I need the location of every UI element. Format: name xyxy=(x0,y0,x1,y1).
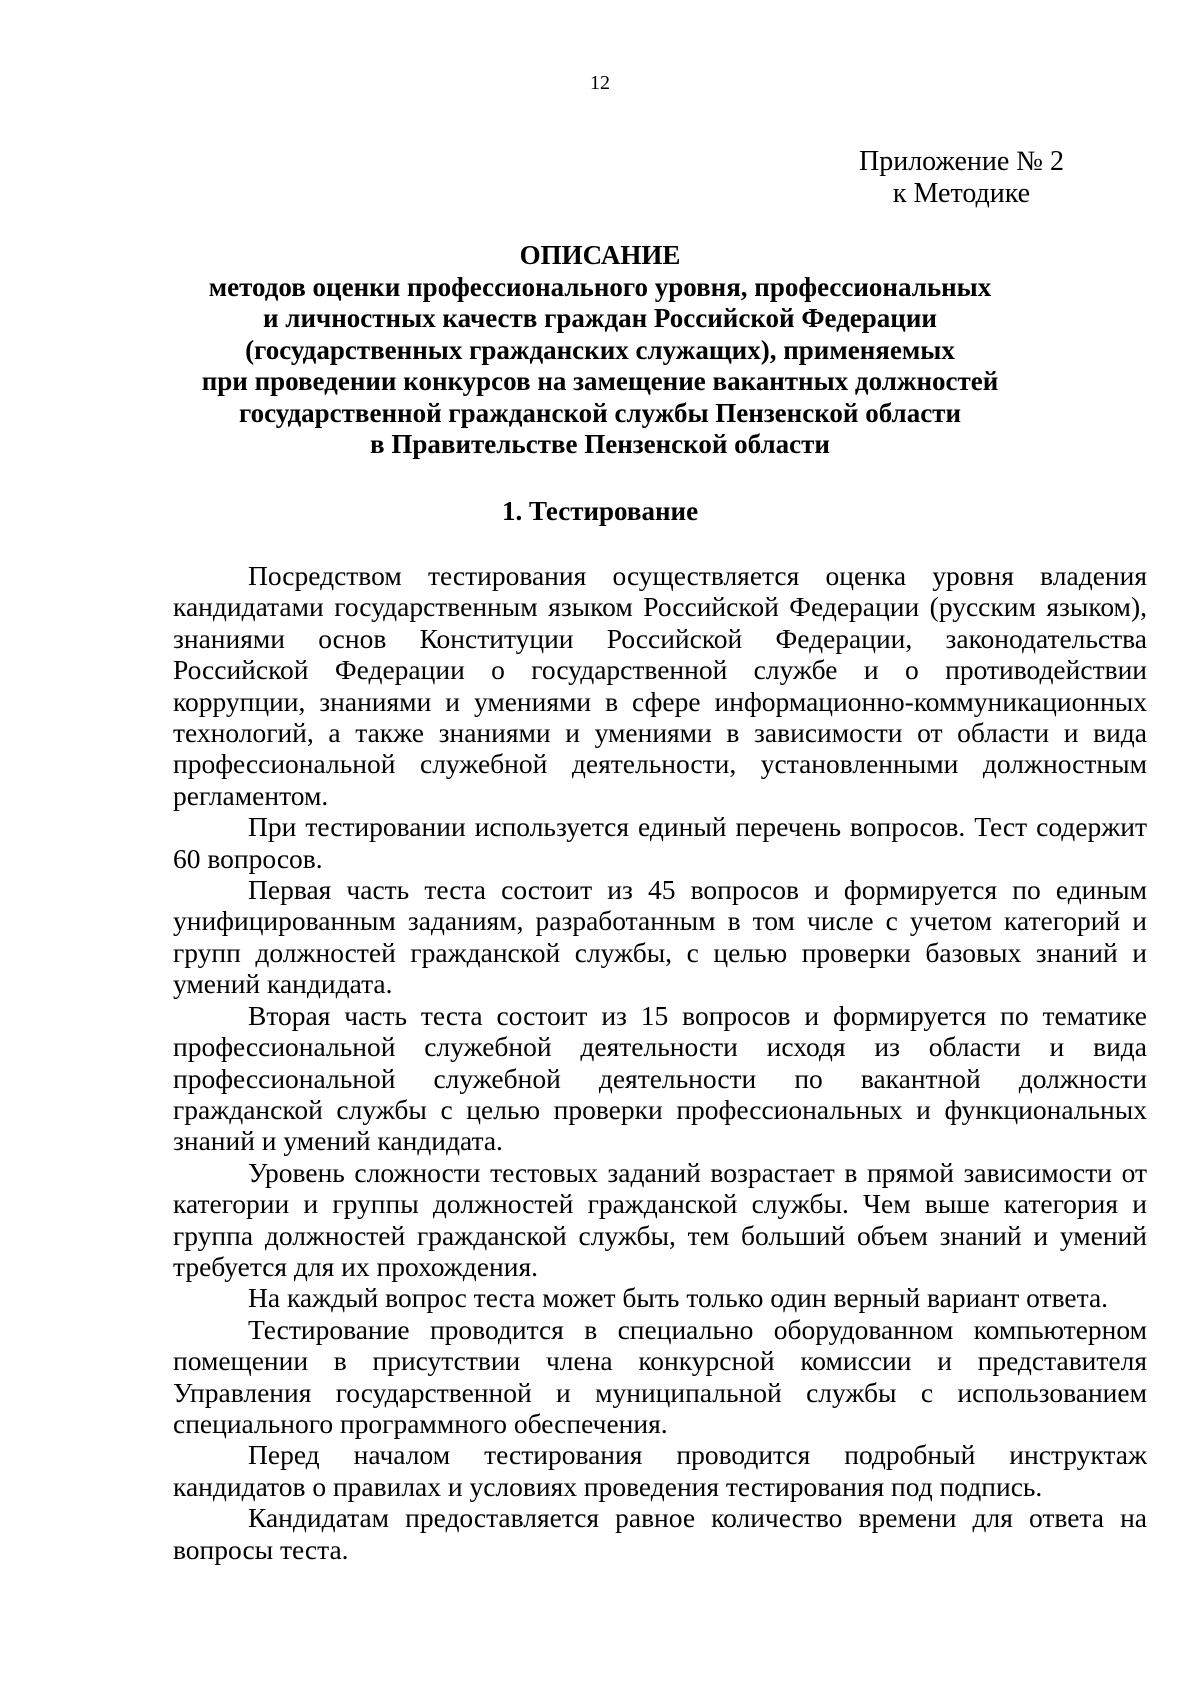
section-title: 1. Тестирование xyxy=(501,496,699,526)
paragraph: Тестирование проводится в специально оборудованном компьютерном помещении в присутствии члена конкурсной комиссии и представителя Управления государственной и муниципальной службы с использованием специального программного обеспечения. xyxy=(173,1313,1147,1439)
paragraph: При тестировании используется единый перечень вопросов. Тест содержит 60 вопросов. xyxy=(173,811,1147,874)
heading-line: при проведении конкурсов на замещение вакантных должностей xyxy=(201,366,999,396)
heading-line: государственной гражданской службы Пензенской области xyxy=(238,397,961,428)
paragraph: Посредством тестирования осуществляется оценка уровня владения кандидатами государственным языком Российской Федерации (русским языком), знаниями основ Конституции Российской Федерации, законодательства Российской Федерации о государственной службе и о противодействии коррупции, знаниями и умениями в сфере информационно-коммуникационных технологий, а также знаниями и умениями в зависимости от области и вида профессиональной служебной деятельности, установленными должностным регламентом. xyxy=(173,560,1147,811)
heading-line: и личностных качеств граждан Российской Федерации xyxy=(263,303,937,333)
document-heading xyxy=(140,240,1060,461)
appendix-reference xyxy=(859,146,1064,210)
appendix-number: Приложение № 2 xyxy=(859,146,1064,177)
paragraph: Первая часть теста состоит из 45 вопросов и формируется по единым унифицированным заданиям, разработанным в том числе с учетом категорий и групп должностей гражданской службы, с целью проверки базовых знаний и умений кандидата. xyxy=(173,874,1147,1000)
heading-line: в Правительстве Пензенской области xyxy=(370,429,830,459)
paragraph: Уровень сложности тестовых заданий возрастает в прямой зависимости от категории и группы должностей гражданской службы. Чем выше категория и группа должностей гражданской службы, тем больший объем знаний и умений требуется для их прохождения. xyxy=(173,1156,1147,1282)
body-text xyxy=(173,560,1147,1565)
paragraph: Перед началом тестирования проводится подробный инструктаж кандидатов о правилах и условиях проведения тестирования под подпись. xyxy=(173,1439,1147,1502)
paragraph: Вторая часть теста состоит из 15 вопросов и формируется по тематике профессиональной служебной деятельности исходя из области и вида профессиональной служебной деятельности по вакантной должности гражданской службы с целью проверки профессиональных и функциональных знаний и умений кандидата. xyxy=(173,999,1147,1157)
heading-line: (государственных гражданских служащих), применяемых xyxy=(245,334,955,365)
heading-line: методов оценки профессионального уровня, профессиональных xyxy=(208,271,992,302)
paragraph: На каждый вопрос теста может быть только один верный вариант ответа. xyxy=(248,1282,1109,1314)
appendix-parent-document: к Методике xyxy=(892,178,1031,209)
paragraph: Кандидатам предоставляется равное количество времени для ответа на вопросы теста. xyxy=(173,1502,1147,1565)
page-number: 12 xyxy=(590,72,610,94)
document-title: ОПИСАНИЕ xyxy=(519,240,681,270)
